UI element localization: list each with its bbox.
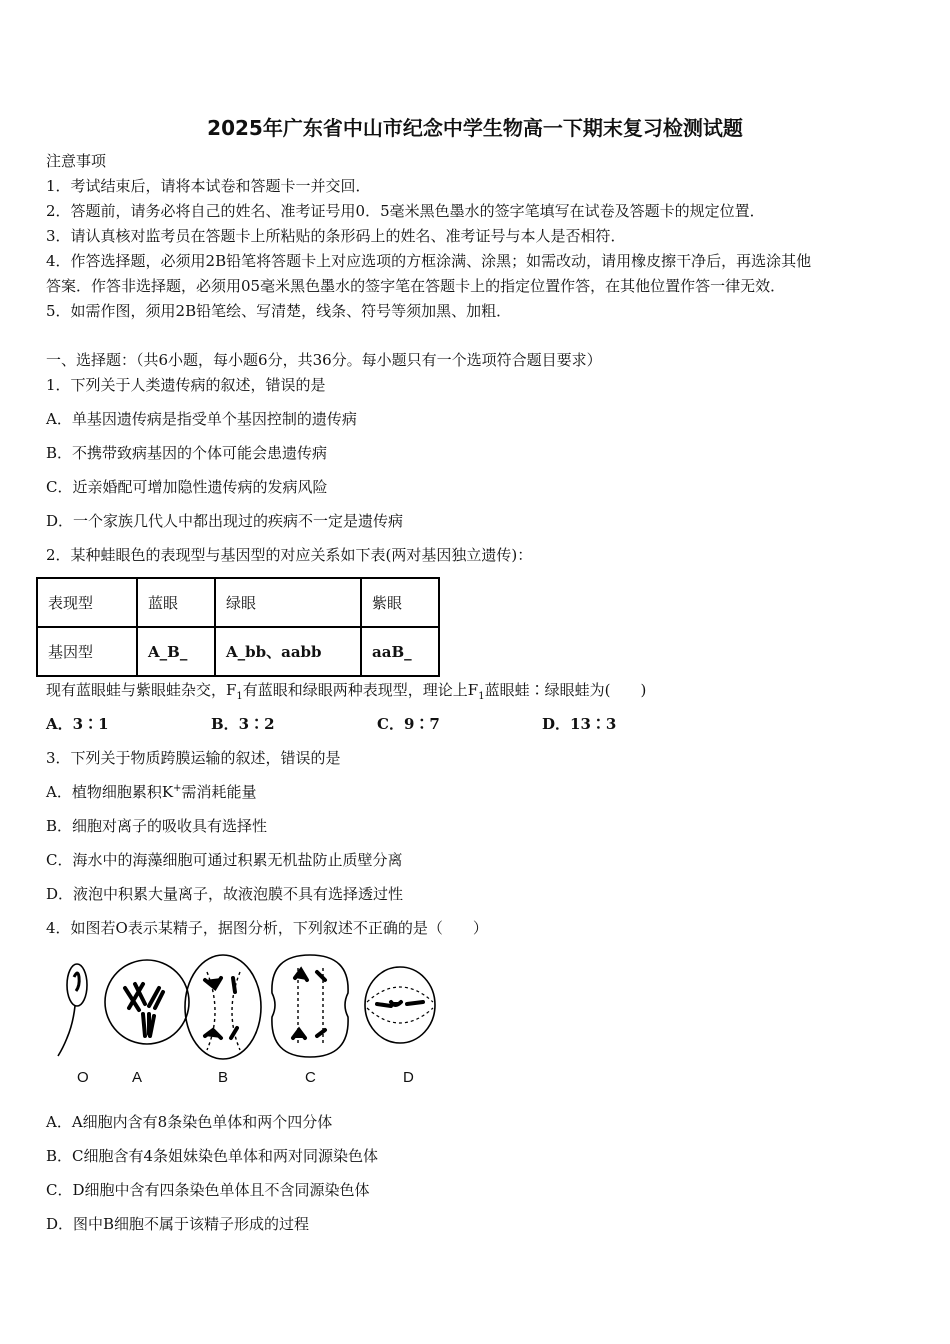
table-cell: 紫眼 [361,578,439,627]
q2-option-d: D．13∶3 [542,715,617,733]
q3-option-c: C．海水中的海藻细胞可通过积累无机盐防止质壁分离 [46,851,403,869]
q2-option-c: C．9∶7 [377,715,440,733]
q4-option-b: B．C细胞含有4条姐妹染色单体和两对同源染色体 [46,1147,379,1165]
figure-label-d: D [403,1069,414,1086]
cell-c [272,955,348,1057]
notice-item-4-cont: 答案．作答非选择题，必须用05毫米黑色墨水的签字笔在答题卡上的指定位置作答，在其他位置作答一律无效． [46,277,786,295]
q4-option-a: A．A细胞内含有8条染色单体和两个四分体 [46,1113,333,1131]
question-2-stem: 2．某种蛙眼色的表现型与基因型的对应关系如下表(两对基因独立遗传)： [46,546,533,564]
subscript: 1 [478,691,485,702]
subscript: 1 [236,691,243,702]
question-1-stem: 1．下列关于人类遗传病的叙述，错误的是 [46,376,326,394]
figure-label-c: C [305,1069,316,1086]
genotype-table [36,577,440,677]
q1-option-d: D．一个家族几代人中都出现过的疾病不一定是遗传病 [46,512,404,530]
q2-option-b: B．3∶2 [211,715,275,733]
sperm-cell-o [58,964,87,1056]
question-3-stem: 3．下列关于物质跨膜运输的叙述，错误的是 [46,749,341,767]
table-row [37,578,439,627]
table-cell: A_B_ [137,627,215,676]
option-text: 需消耗能量 [181,783,257,801]
option-text: A．植物细胞累积K [46,783,174,801]
notice-item-1: 1．考试结束后，请将本试卷和答题卡一并交回． [46,177,371,195]
question-2-followup [46,679,646,702]
q2-option-a: A．3∶1 [46,715,109,733]
q1-option-a: A．单基因遗传病是指受单个基因控制的遗传病 [46,410,357,428]
notice-item-4: 4．作答选择题，必须用2B铅笔将答题卡上对应选项的方框涂满、涂黑；如需改动，请用橡皮擦干净后，再选涂其他 [46,252,812,270]
q3-option-d: D．液泡中积累大量离子，故液泡膜不具有选择透过性 [46,885,404,903]
followup-text-c: 蓝眼蛙∶绿眼蛙为( ) [484,681,647,699]
table-cell: 蓝眼 [137,578,215,627]
table-cell: 绿眼 [215,578,361,627]
followup-text-b: 有蓝眼和绿眼两种表现型，理论上F [242,681,479,699]
notice-item-2: 2．答题前，请务必将自己的姓名、准考证号用0．5毫米黑色墨水的签字笔填写在试卷及答题卡的规定位置． [46,202,765,220]
table-cell: A_bb、aabb [215,627,361,676]
page-title: 2025年广东省中山市纪念中学生物高一下期末复习检测试题 [207,116,743,140]
notice-item-3: 3．请认真核对监考员在答题卡上所粘贴的条形码上的姓名、准考证号与本人是否相符． [46,227,626,245]
table-row [37,627,439,676]
notice-item-5: 5．如需作图，须用2B铅笔绘、写清楚，线条、符号等须加黑、加粗． [46,302,512,320]
cell-d [365,967,435,1043]
figure-label-b: B [218,1069,229,1086]
q3-option-a [46,781,256,802]
section-heading: 一、选择题：（共6小题，每小题6分，共36分。每小题只有一个选项符合题目要求） [46,351,602,369]
question-4-stem: 4．如图若O表示某精子，据图分析，下列叙述不正确的是（ ） [46,919,488,937]
cell-a [105,960,189,1044]
table-cell: aaB_ [361,627,439,676]
notice-heading: 注意事项 [46,152,107,170]
cell-division-figure [55,950,445,1065]
cell-b [185,955,261,1059]
q1-option-b: B．不携带致病基因的个体可能会患遗传病 [46,444,328,462]
q1-option-c: C．近亲婚配可增加隐性遗传病的发病风险 [46,478,328,496]
q4-option-d: D．图中B细胞不属于该精子形成的过程 [46,1215,310,1233]
q3-option-b: B．细胞对离子的吸收具有选择性 [46,817,268,835]
q4-option-c: C．D细胞中含有四条染色单体且不含同源染色体 [46,1181,370,1199]
followup-text-a: 现有蓝眼蛙与紫眼蛙杂交，F [46,681,237,699]
table-cell: 基因型 [37,627,137,676]
figure-label-o: O [77,1069,89,1086]
table-cell: 表现型 [37,578,137,627]
figure-label-a: A [132,1069,143,1086]
superscript: + [173,783,182,794]
